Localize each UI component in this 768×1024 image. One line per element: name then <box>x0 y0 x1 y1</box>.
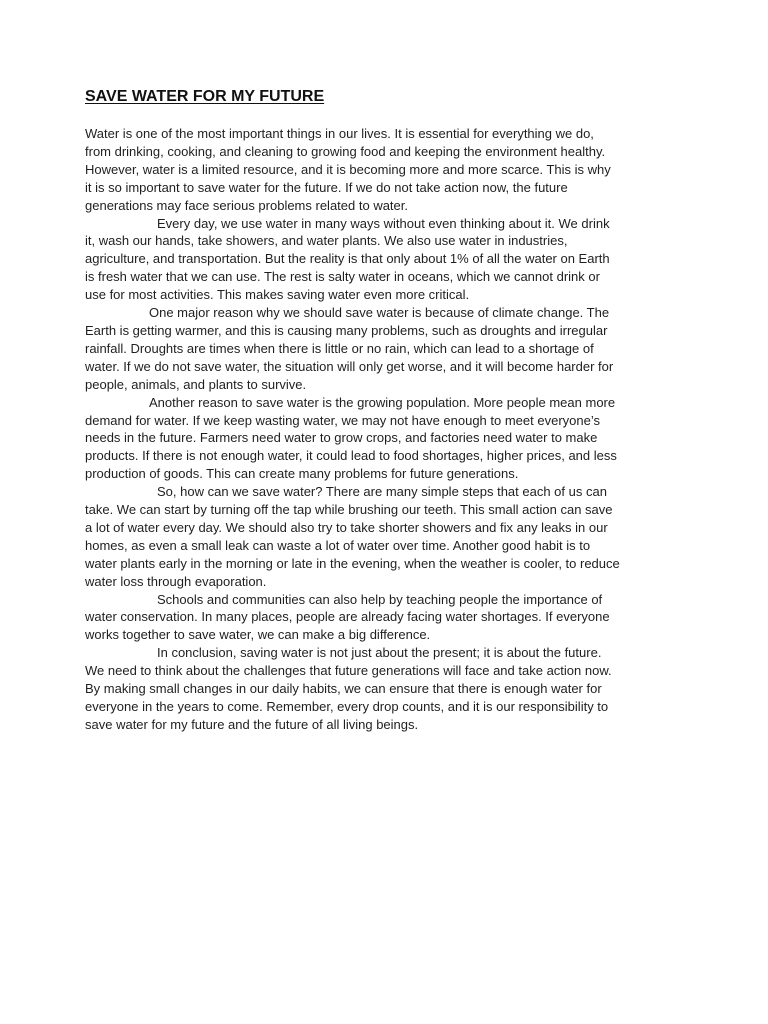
paragraph-how-to-save: So, how can we save water? There are many simple steps that each of us can take. We can start by turning off the tap while brushing our teeth. This small action can save a lot of water every day. We should also try to take shorter showers and fix any leaks in our homes, as even a small leak can waste a lot of water over time. Another good habit is to water plants early in the morning or late in the evening, when the weather is cooler, to reduce water loss through evaporation. <box>85 484 620 589</box>
paragraph-conclusion: In conclusion, saving water is not just about the present; it is about the future. We need to think about the challenges that future generations will face and take action now. By making small changes in our daily habits, we can ensure that there is enough water for everyone in the years to come. Remember, every drop counts, and it is our responsibility to save water for my future and the future of all living beings. <box>85 645 612 732</box>
paragraph-climate-change: One major reason why we should save water is because of climate change. The Earth is getting warmer, and this is causing many problems, such as droughts and irregular rainfall. Droughts are times when there is little or no rain, which can lead to a shortage of water. If we do not save water, the situation will only get worse, and it will become harder for people, animals, and plants to survive. <box>85 305 614 392</box>
paragraph-daily-use: Every day, we use water in many ways without even thinking about it. We drink it, wash our hands, take showers, and water plants. We also use water in industries, agriculture, and transportation. But the reality is that only about 1% of all the water on Earth is fresh water that we can use. The rest is salty water in oceans, which we cannot drink or use for most activities. This makes saving water even more critical. <box>85 215 610 303</box>
paragraph-intro: Water is one of the most important things in our lives. It is essential for everything we do, from drinking, cooking, and cleaning to growing food and keeping the environment healthy. However, water is a limited resource, and it is becoming more and more scarce. This is why it is so important to save water for the future. If we do not take action now, the future generations may face serious problems related to water. <box>85 126 611 213</box>
document-title: SAVE WATER FOR MY FUTURE <box>85 88 325 105</box>
paragraph-population: Another reason to save water is the growing population. More people mean more demand for water. If we keep wasting water, we may not have enough to meet everyone’s needs in the future. Farmers need water to grow crops, and factories need water to make products. If there is not enough water, it could lead to food shortages, higher prices, and less production of goods. This can create many problems for future generations. <box>85 394 617 482</box>
document-body <box>85 86 620 734</box>
paragraph-schools-communities: Schools and communities can also help by teaching people the importance of water conservation. In many places, people are already facing water shortages. If everyone works together to save water, we can make a big difference. <box>85 591 610 643</box>
